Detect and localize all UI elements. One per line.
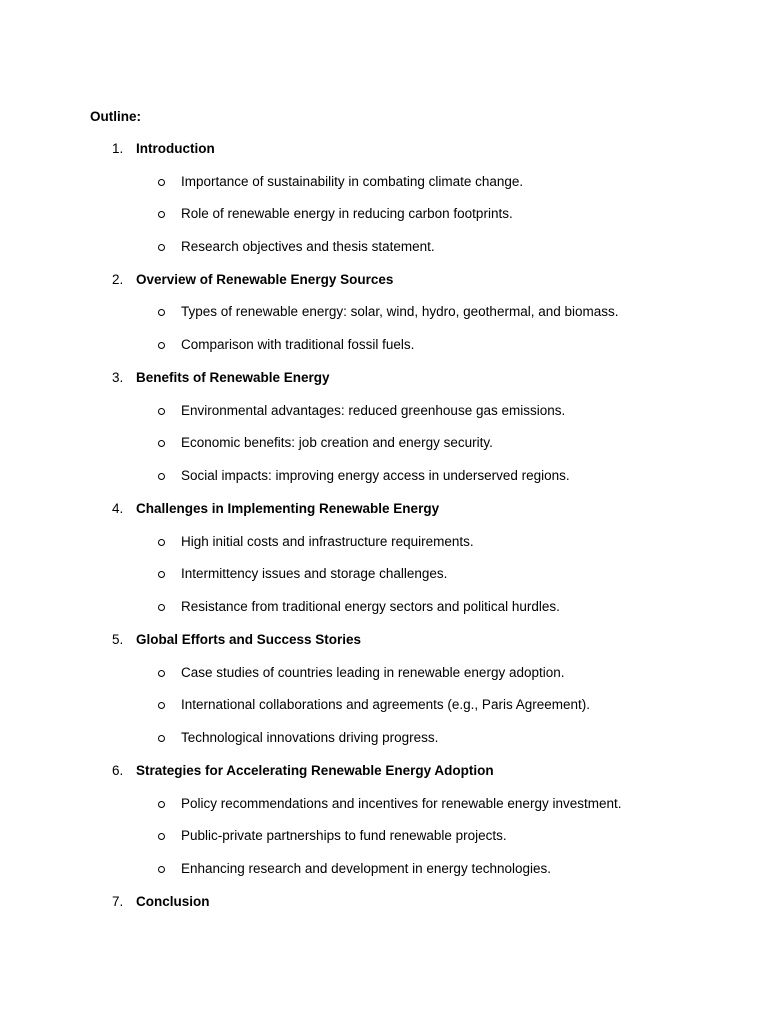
section-title: Overview of Renewable Energy Sources xyxy=(136,272,394,287)
list-item-text: Case studies of countries leading in renewable energy adoption. xyxy=(181,665,565,680)
list-item xyxy=(0,729,768,747)
section-overview xyxy=(0,271,768,289)
section-number: 6. xyxy=(112,763,124,778)
outline-heading: Outline: xyxy=(90,109,141,124)
list-item xyxy=(0,303,768,321)
list-item xyxy=(0,565,768,583)
section-number: 2. xyxy=(112,272,124,287)
section-title: Benefits of Renewable Energy xyxy=(136,370,330,385)
list-item-text: International collaborations and agreements (e.g., Paris Agreement). xyxy=(181,697,590,712)
list-item xyxy=(0,402,768,420)
list-item-text: Importance of sustainability in combating climate change. xyxy=(181,174,524,189)
section-global-efforts xyxy=(0,631,768,649)
list-item-text: Environmental advantages: reduced greenhouse gas emissions. xyxy=(181,403,566,418)
section-title: Global Efforts and Success Stories xyxy=(136,632,362,647)
hollow-circle-bullet-icon xyxy=(158,866,165,873)
section-number: 5. xyxy=(112,632,124,647)
list-item xyxy=(0,598,768,616)
list-item-text: Technological innovations driving progress. xyxy=(181,730,439,745)
list-item xyxy=(0,205,768,223)
list-item-text: Enhancing research and development in energy technologies. xyxy=(181,861,551,876)
list-item-text: Social impacts: improving energy access in underserved regions. xyxy=(181,468,570,483)
hollow-circle-bullet-icon xyxy=(158,604,165,611)
list-item-text: Intermittency issues and storage challenges. xyxy=(181,566,448,581)
hollow-circle-bullet-icon xyxy=(158,473,165,480)
list-item-text: Policy recommendations and incentives for renewable energy investment. xyxy=(181,796,622,811)
hollow-circle-bullet-icon xyxy=(158,244,165,251)
list-item xyxy=(0,434,768,452)
list-item xyxy=(0,795,768,813)
hollow-circle-bullet-icon xyxy=(158,735,165,742)
hollow-circle-bullet-icon xyxy=(158,571,165,578)
section-title: Strategies for Accelerating Renewable Energy Adoption xyxy=(136,763,494,778)
hollow-circle-bullet-icon xyxy=(158,179,165,186)
hollow-circle-bullet-icon xyxy=(158,670,165,677)
list-item-text: Research objectives and thesis statement. xyxy=(181,239,435,254)
list-item-text: Economic benefits: job creation and energy security. xyxy=(181,435,493,450)
hollow-circle-bullet-icon xyxy=(158,309,165,316)
list-item xyxy=(0,336,768,354)
section-title: Challenges in Implementing Renewable Energy xyxy=(136,501,440,516)
section-strategies xyxy=(0,762,768,780)
list-item xyxy=(0,173,768,191)
hollow-circle-bullet-icon xyxy=(158,702,165,709)
hollow-circle-bullet-icon xyxy=(158,801,165,808)
section-introduction xyxy=(0,140,768,158)
list-item xyxy=(0,533,768,551)
list-item xyxy=(0,664,768,682)
section-number: 4. xyxy=(112,501,124,516)
section-number: 7. xyxy=(112,894,124,909)
hollow-circle-bullet-icon xyxy=(158,833,165,840)
list-item-text: Types of renewable energy: solar, wind, hydro, geothermal, and biomass. xyxy=(181,304,619,319)
hollow-circle-bullet-icon xyxy=(158,211,165,218)
hollow-circle-bullet-icon xyxy=(158,539,165,546)
hollow-circle-bullet-icon xyxy=(158,408,165,415)
hollow-circle-bullet-icon xyxy=(158,440,165,447)
section-challenges xyxy=(0,500,768,518)
section-number: 3. xyxy=(112,370,124,385)
list-item-text: Role of renewable energy in reducing carbon footprints. xyxy=(181,206,513,221)
section-benefits xyxy=(0,369,768,387)
list-item-text: High initial costs and infrastructure requirements. xyxy=(181,534,474,549)
list-item xyxy=(0,696,768,714)
section-number: 1. xyxy=(112,141,124,156)
list-item xyxy=(0,860,768,878)
list-item xyxy=(0,467,768,485)
list-item-text: Resistance from traditional energy sectors and political hurdles. xyxy=(181,599,560,614)
list-item xyxy=(0,238,768,256)
section-title: Introduction xyxy=(136,141,215,156)
list-item xyxy=(0,827,768,845)
section-title: Conclusion xyxy=(136,894,210,909)
list-item-text: Comparison with traditional fossil fuels. xyxy=(181,337,415,352)
list-item-text: Public-private partnerships to fund renewable projects. xyxy=(181,828,507,843)
section-conclusion xyxy=(0,893,768,911)
hollow-circle-bullet-icon xyxy=(158,342,165,349)
